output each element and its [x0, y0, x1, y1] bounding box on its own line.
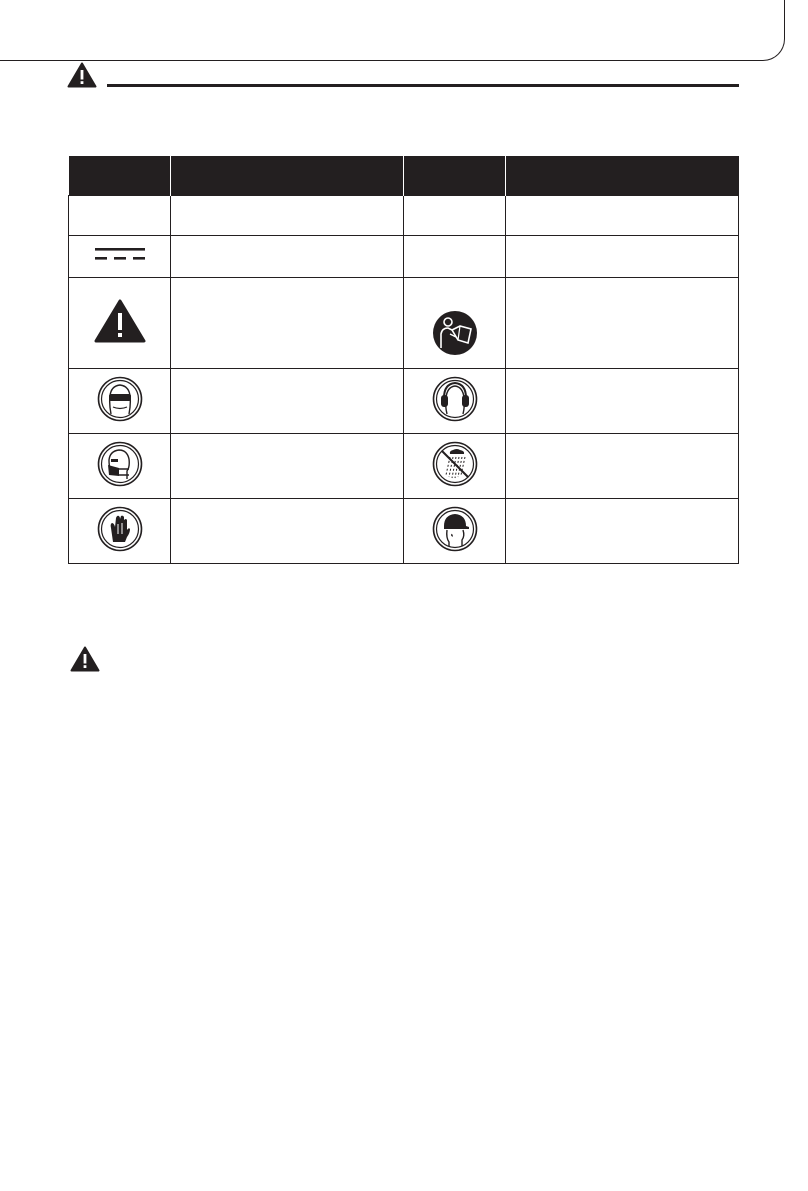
symbol-cell [69, 196, 171, 236]
head-protection-icon [432, 506, 478, 552]
symbol-cell [404, 196, 506, 236]
description-cell [171, 499, 404, 564]
symbol-cell [404, 499, 506, 564]
description-cell [171, 236, 404, 278]
table-row [69, 369, 739, 434]
warning-triangle-icon [67, 62, 97, 88]
description-cell [506, 499, 739, 564]
table-row [69, 434, 739, 499]
warning-heading [67, 60, 739, 90]
heading-rule [107, 84, 739, 87]
no-rain-exposure-icon [432, 441, 478, 487]
header-cell-symbol-1 [69, 156, 171, 196]
warning-triangle-icon [70, 646, 100, 672]
header-cell-name-1 [171, 156, 404, 196]
symbol-cell [69, 369, 171, 434]
table-row [69, 236, 739, 278]
symbol-cell [404, 434, 506, 499]
ear-protection-icon [432, 376, 478, 422]
respiratory-protection-icon [97, 441, 143, 487]
symbol-cell [404, 236, 506, 278]
description-cell [506, 196, 739, 236]
description-cell [506, 278, 739, 369]
description-cell [506, 236, 739, 278]
symbol-cell [69, 499, 171, 564]
read-manual-icon [432, 310, 478, 356]
safety-alert-icon [94, 299, 146, 343]
symbol-cell [404, 369, 506, 434]
description-cell [171, 196, 404, 236]
symbol-cell [69, 278, 171, 369]
page-corner-rule [0, 0, 785, 61]
description-cell [171, 369, 404, 434]
dc-current-icon [94, 244, 146, 264]
table-row [69, 196, 739, 236]
table-row [69, 278, 739, 369]
symbol-cell [404, 278, 506, 369]
header-cell-symbol-2 [404, 156, 506, 196]
description-cell [171, 278, 404, 369]
symbol-cell [69, 434, 171, 499]
hand-protection-icon [97, 506, 143, 552]
description-cell [506, 434, 739, 499]
description-cell [171, 434, 404, 499]
table-row [69, 499, 739, 564]
eye-protection-icon [97, 376, 143, 422]
symbol-cell [69, 236, 171, 278]
header-cell-name-2 [506, 156, 739, 196]
symbols-table [68, 156, 739, 564]
table-header-row [69, 156, 739, 196]
description-cell [506, 369, 739, 434]
